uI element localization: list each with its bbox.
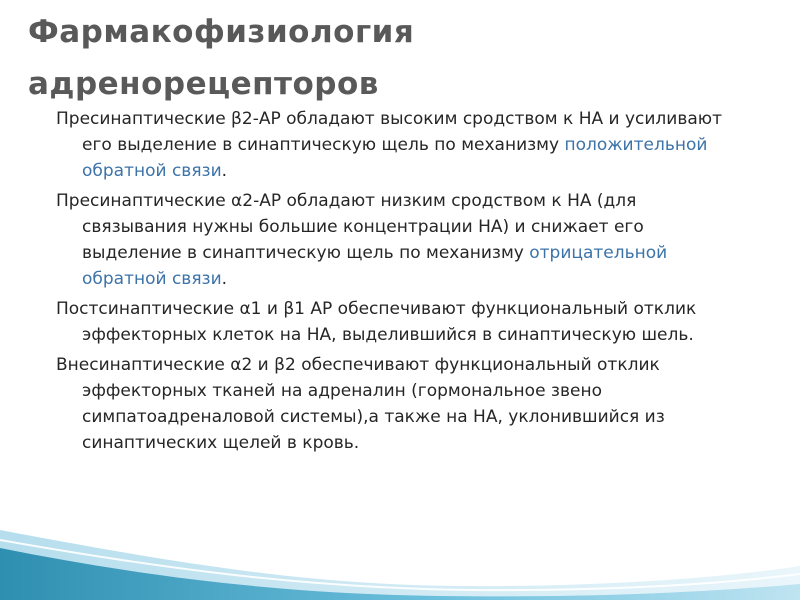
title-line-1: Фармакофизиология bbox=[28, 14, 415, 50]
highlight-positive-feedback: положительной обратной связи bbox=[82, 135, 708, 181]
highlight-negative-feedback: отрицательной обратной связи bbox=[82, 243, 668, 289]
decorative-wave-footer bbox=[0, 490, 800, 600]
bullet-item-extrasynaptic bbox=[56, 352, 746, 456]
bullet-text: Пресинаптические β2-АР обладают высоким сродством к НА и усиливают его выделение в синаптическую щель по механизму bbox=[56, 109, 722, 155]
bullet-text: Пресинаптические α2-АР обладают низким сродством к НА (для связывания нужны большие концентрации НА) и снижает его выделение в синаптическую щель по механизму bbox=[56, 191, 644, 263]
slide-title bbox=[28, 6, 768, 110]
bullet-text: Внесинаптические α2 и β2 обеспечивают функциональный отклик эффекторных тканей на адреналин (гормональное звено симпатоадреналовой системы),а также на НА, уклонившийся из синаптических щелей в кровь. bbox=[56, 355, 665, 453]
bullet-text: Постсинаптические α1 и β1 АР обеспечивают функциональный отклик эффекторных клеток на НА, выделившийся в синаптическую шель. bbox=[56, 299, 697, 345]
bullet-item-beta2-presynaptic bbox=[56, 106, 746, 184]
bullet-text-end: . bbox=[221, 161, 228, 181]
title-line-2: адренорецепторов bbox=[28, 66, 379, 102]
bullet-item-alpha2-presynaptic bbox=[56, 188, 746, 292]
bullet-item-postsynaptic bbox=[56, 296, 746, 348]
bullet-text-end: . bbox=[221, 269, 228, 289]
bullet-list bbox=[56, 106, 746, 460]
